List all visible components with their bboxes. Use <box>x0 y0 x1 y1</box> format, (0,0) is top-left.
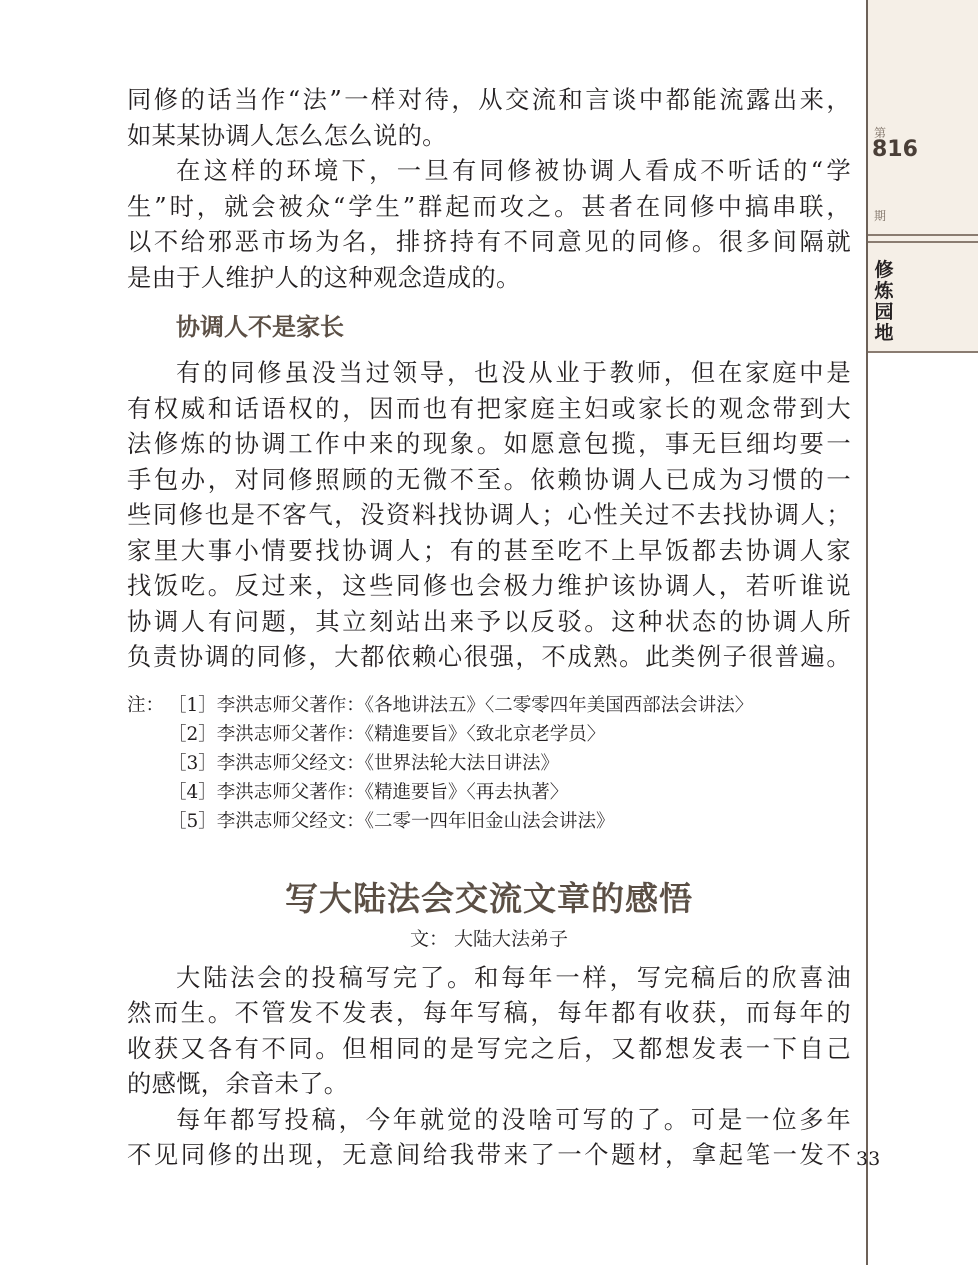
paragraph <box>127 355 851 675</box>
paragraph <box>127 960 851 1102</box>
text-line: 不见同修的出现，无意间给我带来了一个题材，拿起笔一发不 <box>127 1140 851 1169</box>
footnote <box>127 778 851 807</box>
text-line: 然而生。不管发不发表，每年写稿，每年都有收获，而每年的 <box>127 998 851 1027</box>
paragraph <box>127 1102 851 1173</box>
column-name: 修炼园地 <box>874 259 894 344</box>
footnote <box>127 749 851 778</box>
tab-divider <box>868 234 978 236</box>
footnote <box>127 720 851 749</box>
text-line: 以不给邪恶市场为名，排挤持有不同意见的同修。很多间隔就 <box>127 227 851 256</box>
footnote <box>127 807 851 836</box>
text-line: 法修炼的协调工作中来的现象。如愿意包揽，事无巨细均要一 <box>127 429 851 458</box>
text-line: 协调人有问题，其立刻站出来予以反驳。这种状态的协调人所 <box>127 606 851 636</box>
footnotes <box>127 691 851 836</box>
issue-number: 816 <box>872 137 918 162</box>
text-line: 如某某协调人怎么怎么说的。 <box>127 120 447 150</box>
text-line: 生”时，就会被众“学生”群起而攻之。甚者在同修中搞串联， <box>127 191 851 221</box>
footnote-text: ［1］李洪志师父著作：《各地讲法五》〈二零零四年美国西部法会讲法〉 <box>168 694 754 716</box>
footnote-text: ［2］李洪志师父著作：《精進要旨》〈致北京老学员〉 <box>168 723 606 745</box>
page-content <box>127 82 851 1173</box>
text-line: 大陆法会的投稿写完了。和每年一样，写完稿后的欣喜油 <box>176 962 851 992</box>
issue-prefix: 第 <box>874 126 887 140</box>
paragraph <box>127 82 851 153</box>
sidebar-tab <box>868 0 978 353</box>
article-author: 文： 大陆大法弟子 <box>409 927 569 950</box>
footnote-text: ［4］李洪志师父著作：《精進要旨》〈再去执著〉 <box>168 781 569 803</box>
text-line: 些同修也是不客气，没资料找协调人；心性关过不去找协调人； <box>127 500 851 529</box>
text-line: 有的同修虽没当过领导，也没从业于教师，但在家庭中是 <box>176 358 851 387</box>
text-line: 找饭吃。反过来，这些同修也会极力维护该协调人，若听谁说 <box>127 571 851 600</box>
text-line: 每年都写投稿，今年就觉的没啥可写的了。可是一位多年 <box>176 1104 851 1134</box>
tab-divider <box>868 351 978 353</box>
text-line: 有权威和话语权的，因而也有把家庭主妇或家长的观念带到大 <box>127 393 851 423</box>
text-line: 在这样的环境下，一旦有同修被协调人看成不听话的“学 <box>176 156 851 185</box>
notes-label: 注： <box>127 694 165 716</box>
section-heading: 协调人不是家长 <box>176 313 344 341</box>
paragraph <box>127 153 851 295</box>
footnote-text: ［3］李洪志师父经文：《世界法轮大法日讲法》 <box>168 752 560 774</box>
article-title: 写大陆法会交流文章的感悟 <box>285 878 693 918</box>
tab-divider <box>868 241 978 243</box>
issue-suffix: 期 <box>874 209 887 223</box>
text-line: 手包办，对同修照顾的无微不至。依赖协调人已成为习惯的一 <box>127 464 851 494</box>
text-line: 家里大事小情要找协调人；有的甚至吃不上早饭都去协调人家 <box>127 535 851 565</box>
text-line: 同修的话当作“法”一样对待，从交流和言谈中都能流露出来， <box>127 85 851 114</box>
text-line: 的感慨，余音未了。 <box>127 1069 349 1098</box>
text-line: 负责协调的同修，大都依赖心很强，不成熟。此类例子很普遍。 <box>127 642 851 671</box>
text-line: 是由于人维护人的这种观念造成的。 <box>127 262 521 292</box>
footnote-text: ［5］李洪志师父经文：《二零一四年旧金山法会讲法》 <box>168 810 615 832</box>
text-line: 收获又各有不同。但相同的是写完之后，又都想发表一下自己 <box>127 1033 851 1063</box>
footnote <box>127 691 851 720</box>
page-number: 33 <box>856 1148 881 1170</box>
